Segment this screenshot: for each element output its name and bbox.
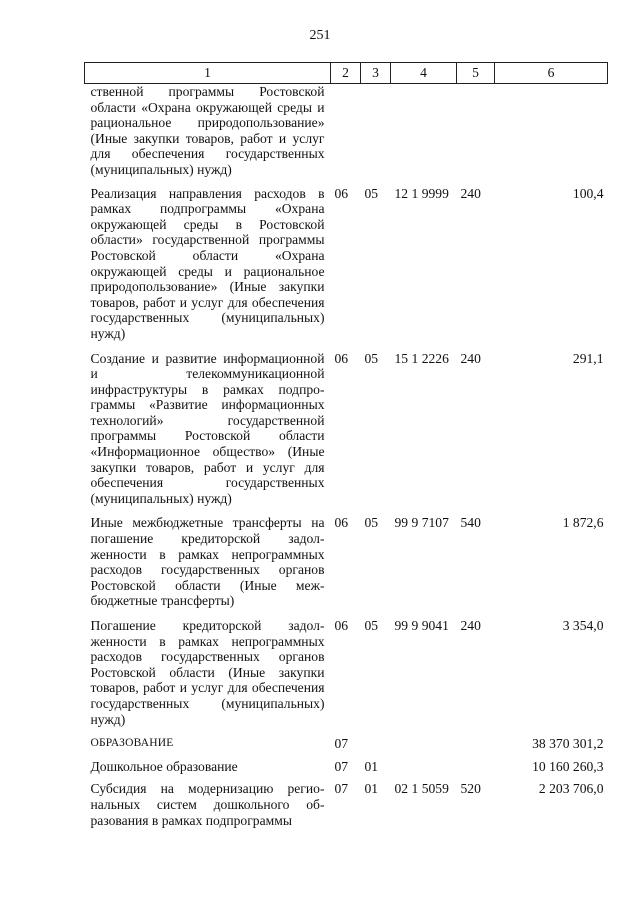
row-description: ственной программы Ростовской области «Охрана окружающей среды и рациональное природопользование» (Иные закупки товаров, работ и услуг для обеспечения государственных (муниципальных) нужд)	[90, 84, 325, 177]
row-section: 06	[334, 350, 349, 366]
row-description: ОБРАЗОВАНИЕ	[90, 737, 174, 750]
row-target-code: 02 1 5059	[394, 781, 449, 797]
budget-table	[84, 62, 608, 837]
header-col-4: 4	[391, 63, 457, 84]
row-subsection: 01	[364, 758, 379, 774]
row-subsection	[361, 736, 391, 759]
row-amount: 291,1	[572, 350, 604, 366]
row-amount: 10 160 260,3	[532, 758, 604, 774]
header-col-2: 2	[331, 63, 361, 84]
row-subsection: 01	[364, 781, 379, 797]
row-description: Реализация направления расходов в рамках подпрограммы «Охрана окружающей среды в Ростовской области» государственной программы Ростовской области «Охрана окружающей среды и рациональное природопользование» (Иные закупки товаров, работ и услуг для обеспечения государственных (муниципальных) нужд)	[90, 185, 325, 341]
row-subsection: 05	[364, 515, 379, 531]
row-amount: 38 370 301,2	[532, 736, 604, 752]
row-section: 06	[334, 618, 349, 633]
header-col-5: 5	[457, 63, 495, 84]
row-section: 07	[334, 758, 349, 774]
row-subsection: 05	[364, 618, 379, 633]
row-expense-type	[457, 759, 495, 782]
table-row	[85, 781, 608, 837]
row-description: Дошкольное образование	[90, 758, 238, 774]
table-row	[85, 351, 608, 516]
row-expense-type: 540	[460, 515, 481, 531]
row-target-code: 99 9 7107	[394, 515, 449, 531]
row-section: 06	[334, 515, 349, 531]
row-subsection: 05	[364, 350, 379, 366]
row-target-code: 15 1 2226	[394, 350, 449, 366]
row-target-code: 12 1 9999	[394, 185, 449, 201]
row-expense-type: 520	[460, 781, 481, 797]
row-description: Субсидия на модернизацию региональных систем дошкольного образования в рамках подпрограммы	[90, 781, 325, 828]
header-col-1: 1	[85, 63, 331, 84]
table-header-row	[85, 63, 608, 84]
row-amount: 100,4	[572, 185, 604, 201]
table-row	[85, 759, 608, 782]
row-target-code: 99 9 9041	[394, 618, 449, 633]
row-amount: 1 872,6	[562, 515, 604, 531]
row-description: Иные межбюджетные трансферты на погашение кредиторской задолженности в рамках непрограммных расходов государственных органов Ростовской области (Иные межбюджетные трансферты)	[90, 515, 325, 609]
row-subsection: 05	[364, 185, 379, 201]
page-number: 251	[309, 28, 331, 43]
row-target-code	[391, 736, 457, 759]
table-row	[85, 84, 608, 186]
row-expense-type	[457, 736, 495, 759]
row-amount: 2 203 706,0	[538, 781, 604, 797]
header-col-6: 6	[495, 63, 608, 84]
row-amount	[495, 84, 608, 186]
row-expense-type: 240	[460, 618, 481, 633]
row-section: 06	[334, 185, 349, 201]
row-description: Погашение кредиторской задолженности в рамках непрограммных расходов государственных органов Ростовской области (Иные закупки товаров, работ и услуг для обеспечения государственных (муниципальных) нужд)	[90, 618, 325, 727]
table-row	[85, 736, 608, 759]
header-col-3: 3	[361, 63, 391, 84]
row-section: 07	[334, 781, 349, 797]
row-expense-type	[457, 84, 495, 186]
table-row	[85, 515, 608, 618]
row-expense-type: 240	[460, 350, 481, 366]
row-section	[331, 84, 361, 186]
row-subsection	[361, 84, 391, 186]
row-description: Создание и развитие информационной и телекоммуникационной инфраструктуры в рамках подпрограммы «Развитие информационных технологий» государственной программы Ростовской области «Информационное общество» (Иные закупки товаров, работ и услуг для обеспечения государственных (муниципальных) нужд)	[90, 350, 325, 506]
row-amount: 3 354,0	[562, 618, 604, 633]
row-section: 07	[334, 736, 349, 752]
row-target-code	[391, 759, 457, 782]
table-row	[85, 618, 608, 736]
row-expense-type: 240	[460, 185, 481, 201]
table-row	[85, 186, 608, 351]
row-target-code	[391, 84, 457, 186]
